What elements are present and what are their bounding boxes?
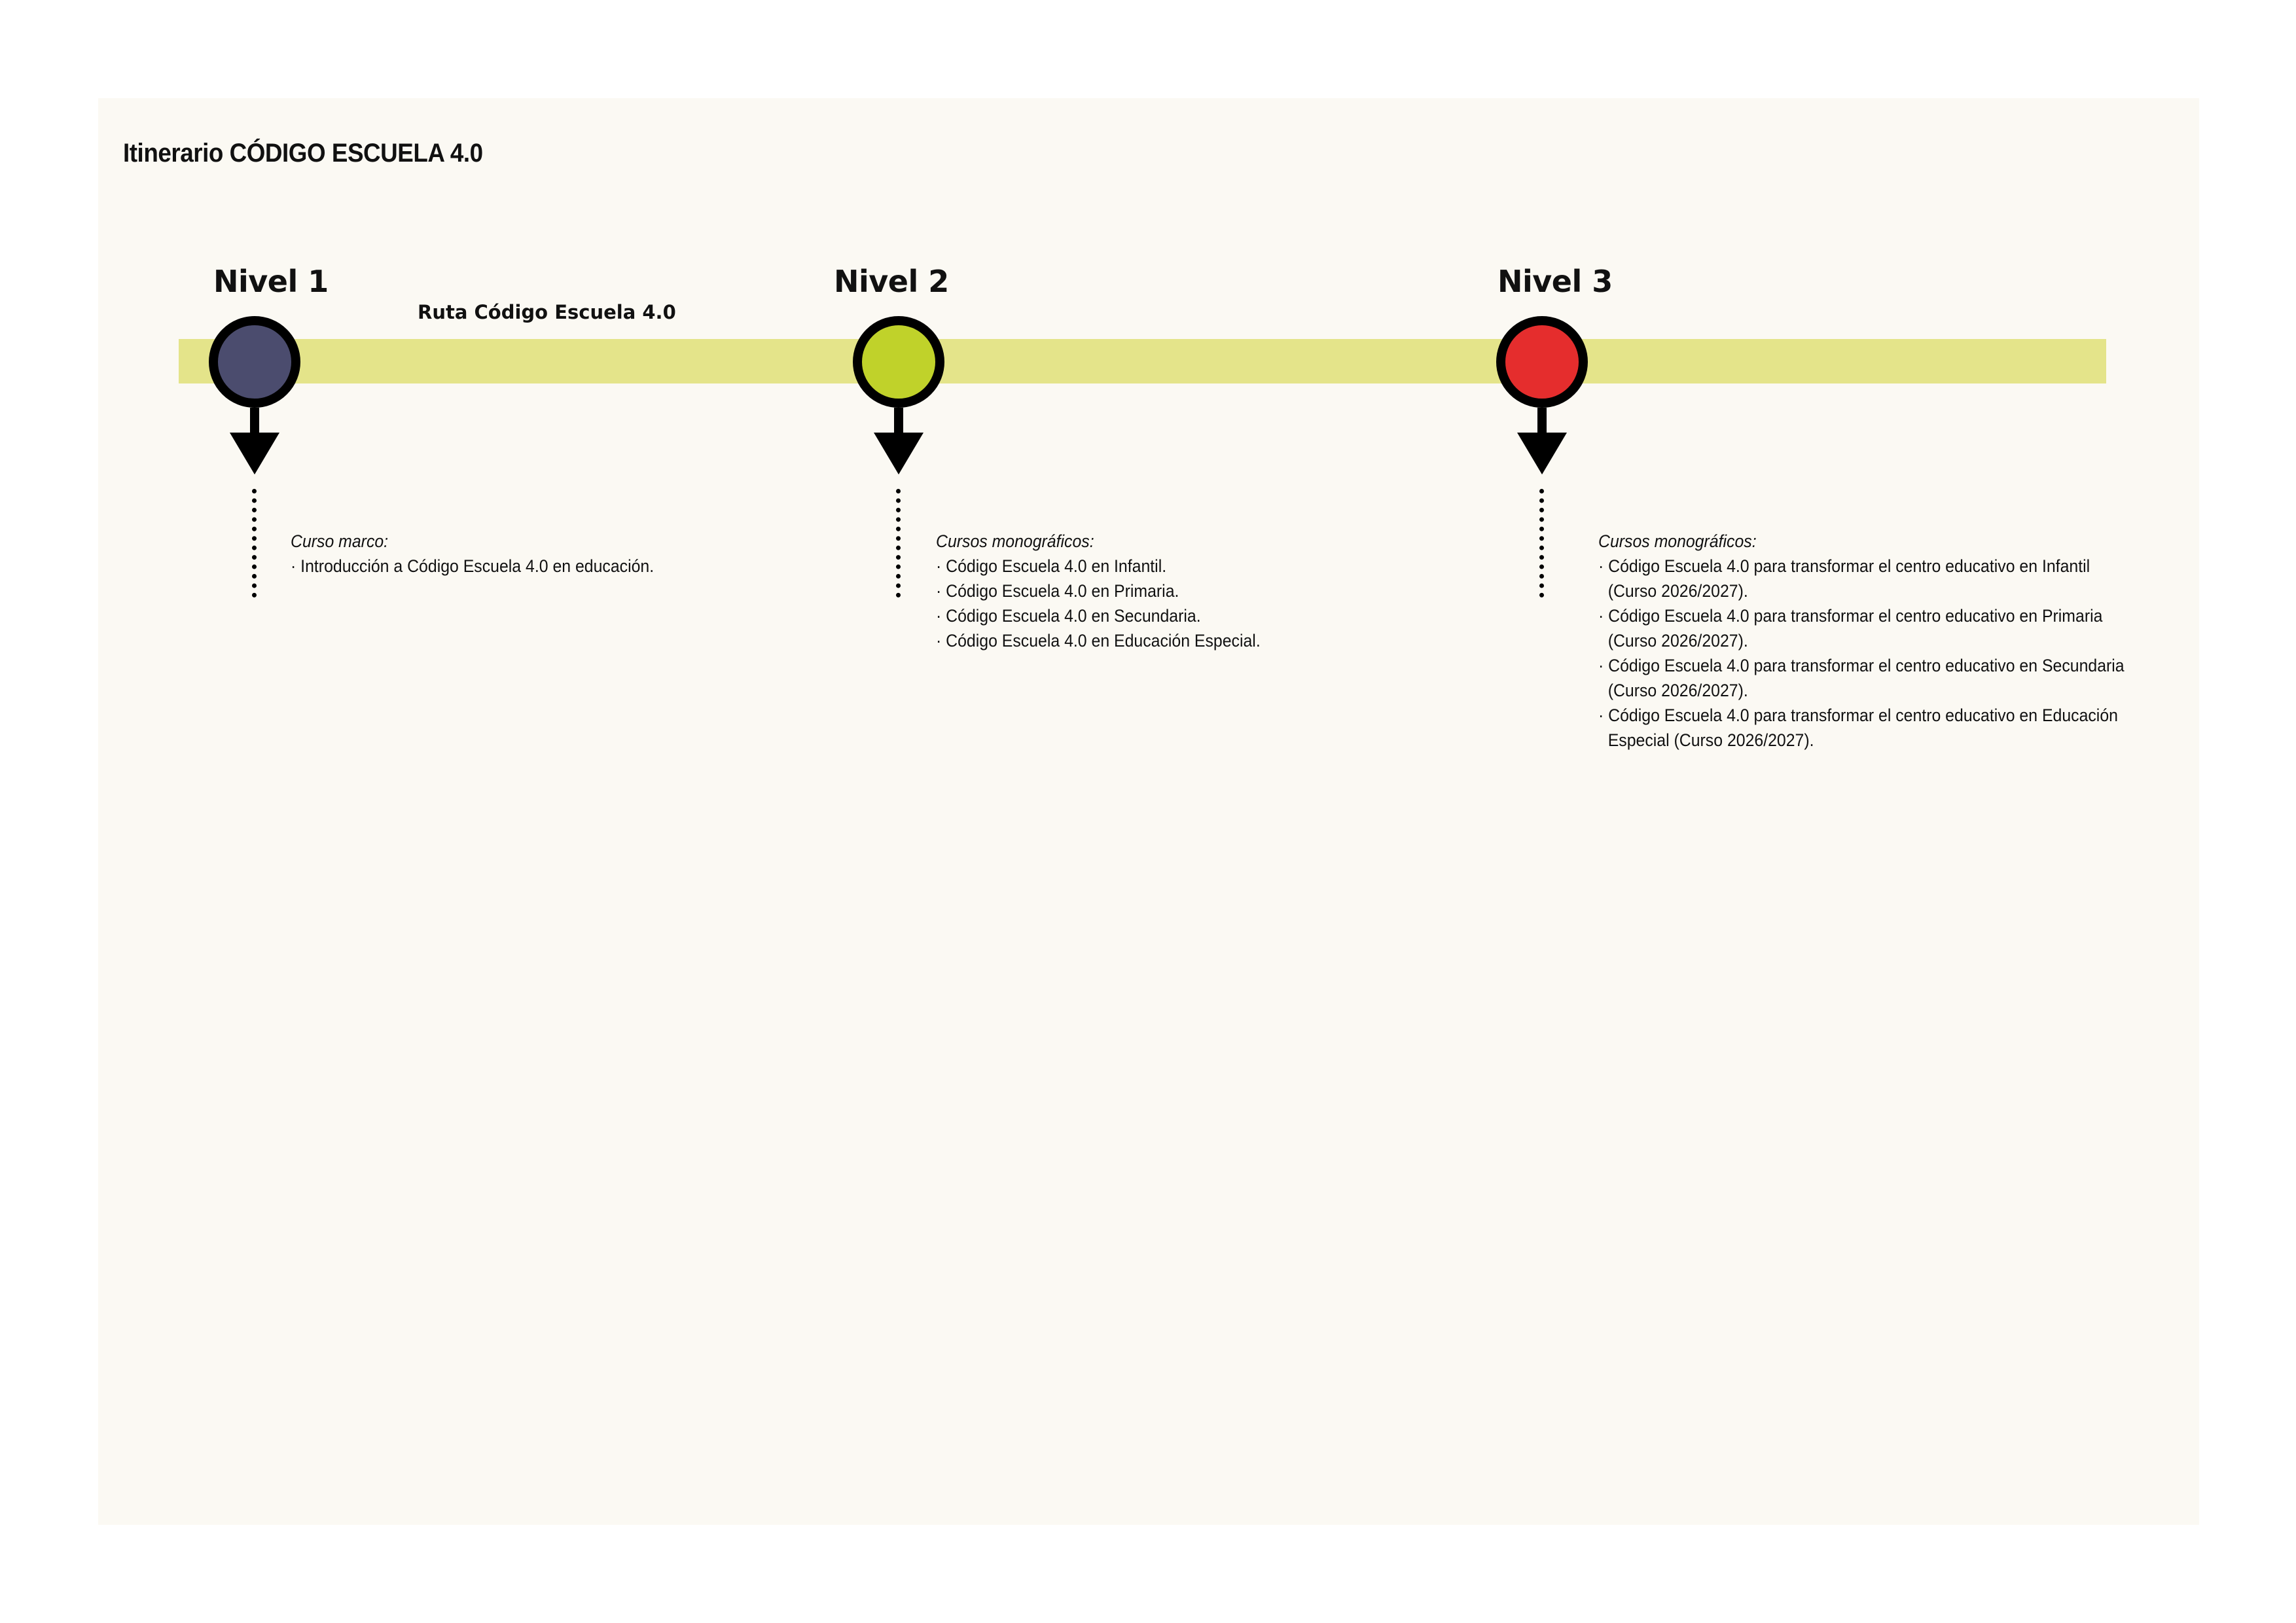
- level-3-arrow-stem: [1537, 408, 1547, 433]
- timeline-bar: [179, 339, 2106, 383]
- level-2-node: [853, 316, 944, 408]
- level-2-dotted-connector: [896, 489, 901, 597]
- diagram-background: [98, 98, 2199, 1525]
- level-3-label: Nivel 3: [1498, 264, 1613, 299]
- level-3-item: · Código Escuela 4.0 para transformar el centro educativo en Infantil (Curso 2026/2027).: [1598, 554, 2140, 603]
- level-3-item: · Código Escuela 4.0 para transformar el centro educativo en Educación Especial (Curso 2026/2027).: [1598, 703, 2140, 753]
- level-2-item: · Código Escuela 4.0 en Educación Especial.: [936, 628, 1309, 653]
- level-2-arrow-icon: [874, 433, 924, 474]
- level-2-item: · Código Escuela 4.0 en Primaria.: [936, 579, 1309, 603]
- level-3-heading: Cursos monográficos:: [1598, 531, 1757, 551]
- level-2-description: [936, 529, 1309, 653]
- level-2-item: · Código Escuela 4.0 en Infantil.: [936, 554, 1309, 579]
- level-1-heading: Curso marco:: [291, 531, 389, 551]
- level-3-description: [1598, 529, 2140, 753]
- level-3-item: · Código Escuela 4.0 para transformar el centro educativo en Primaria (Curso 2026/2027).: [1598, 603, 2140, 653]
- level-1-label: Nivel 1: [213, 264, 329, 299]
- level-2-item: · Código Escuela 4.0 en Secundaria.: [936, 603, 1309, 628]
- level-1-arrow-stem: [250, 408, 259, 433]
- level-2-label: Nivel 2: [834, 264, 949, 299]
- level-3-node: [1496, 316, 1588, 408]
- page-title: Itinerario CÓDIGO ESCUELA 4.0: [123, 139, 483, 168]
- level-2-arrow-stem: [894, 408, 903, 433]
- route-label: Ruta Código Escuela 4.0: [418, 301, 676, 323]
- level-1-description: [291, 529, 664, 579]
- level-3-dotted-connector: [1539, 489, 1544, 597]
- level-2-heading: Cursos monográficos:: [936, 531, 1094, 551]
- level-1-dotted-connector: [252, 489, 257, 597]
- level-3-item: · Código Escuela 4.0 para transformar el centro educativo en Secundaria (Curso 2026/2027).: [1598, 653, 2140, 703]
- level-1-arrow-icon: [230, 433, 279, 474]
- level-1-node: [209, 316, 300, 408]
- level-1-item: · Introducción a Código Escuela 4.0 en educación.: [291, 554, 664, 579]
- level-3-arrow-icon: [1517, 433, 1567, 474]
